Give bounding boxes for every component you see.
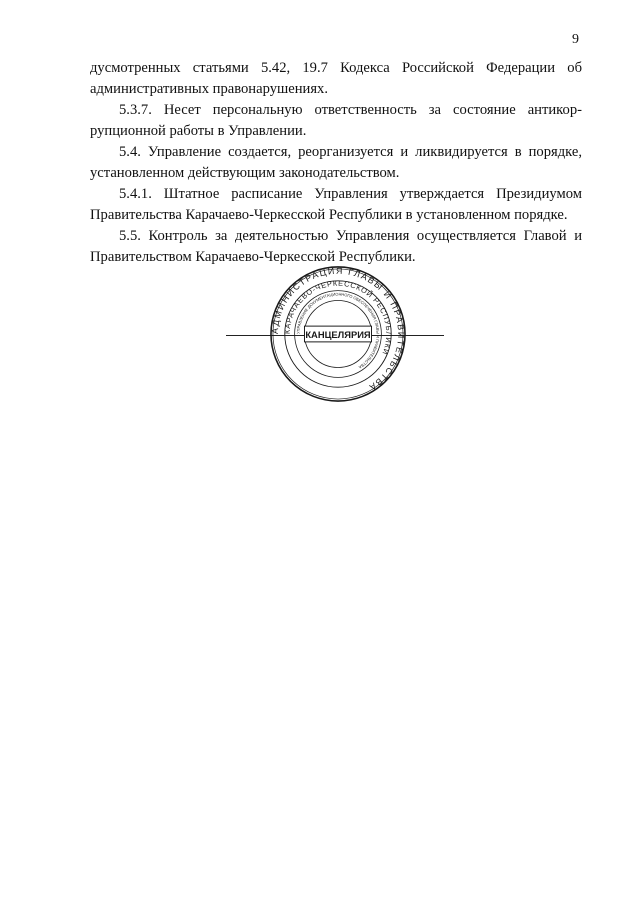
- seal-middle-text: КАРАЧАЕВО-ЧЕРКЕССКОЙ РЕСПУБЛИКИ: [282, 278, 394, 357]
- seal-outer-text: АДМИНИСТРАЦИЯ ГЛАВЫ И ПРАВИТЕЛЬСТВА: [269, 265, 407, 394]
- paragraph-5-4: 5.4. Управление создается, реорганизуется и ликвидируется в порядке, установленном действующим законодательством.: [90, 144, 582, 181]
- official-seal: [269, 265, 407, 403]
- seal-center-label: КАНЦЕЛЯРИЯ: [305, 329, 371, 340]
- paragraph-5-3-7: 5.3.7. Несет персональную ответственность за состояние антикоррупционной работы в Управлении.: [90, 102, 582, 139]
- seal-inner-text: УПРАВЛЕНИЕ ДОКУМЕНТАЦИОННОГО ОБЕСПЕЧЕНИЯ ГЛАВЫ И ПРАВИТЕЛЬСТВА: [295, 291, 381, 370]
- paragraph-5-4-1: 5.4.1. Штатное расписание Управления утверждается Президиумом Правительства Карачаево-Черкесской Республики в установленном порядке.: [90, 186, 582, 223]
- document-body: [90, 58, 582, 268]
- page-number: 9: [572, 32, 579, 47]
- paragraph-5-5: 5.5. Контроль за деятельностью Управления осуществляется Главой и Правительством Карачаево-Черкесской Республики.: [90, 228, 582, 265]
- paragraph-continuation: дусмотренных статьями 5.42, 19.7 Кодекса Российской Федерации об административных правонарушениях.: [90, 60, 582, 97]
